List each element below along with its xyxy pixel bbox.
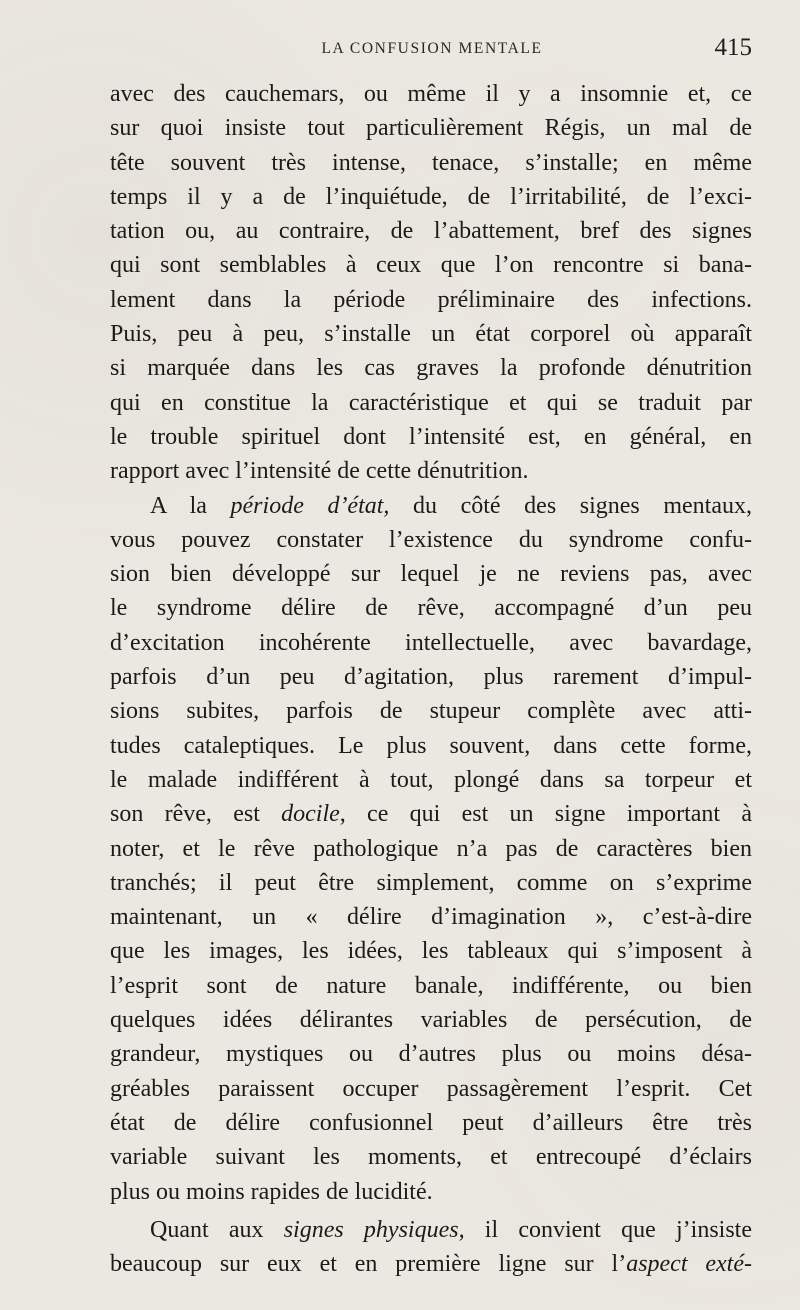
text-line: tudes cataleptiques. Le plus souvent, dans cette forme, <box>110 732 752 759</box>
text-line: d’excitation incohérente intellectuelle, avec bavardage, <box>110 629 752 656</box>
text-line: lement dans la période préliminaire des infections. <box>110 286 752 313</box>
text-run: Quant aux <box>150 1216 284 1243</box>
text-run: A la <box>150 492 231 519</box>
text-run: du côté des signes mentaux, <box>389 492 753 519</box>
text-line: qui en constitue la caractéristique et qui se traduit par <box>110 389 752 416</box>
text-line: quelques idées délirantes variables de persécution, de <box>110 1007 752 1034</box>
text-run: , ce qui est un signe important à <box>339 801 753 828</box>
italic-text-run: signes physiques, <box>283 1216 465 1243</box>
italic-text-run: aspect exté- <box>626 1251 752 1278</box>
text-line: variable suivant les moments, et entrecoupé d’éclairs <box>110 1144 752 1171</box>
text-run: son rêve, est <box>110 801 282 828</box>
text-line: parfois d’un peu d’agitation, plus rarement d’impul- <box>110 664 752 691</box>
text-line: tranchés; il peut être simplement, comme on s’exprime <box>110 869 752 896</box>
text-line: plus ou moins rapides de lucidité. <box>110 1178 433 1205</box>
text-line: rapport avec l’intensité de cette dénutrition. <box>110 458 529 485</box>
running-title: LA CONFUSION MENTALE <box>321 40 543 57</box>
text-line: gréables paraissent occuper passagèrement l’esprit. Cet <box>110 1075 752 1102</box>
text-line <box>110 797 752 831</box>
text-line: tation ou, au contraire, de l’abattement, bref des signes <box>110 218 752 245</box>
text-line: grandeur, mystiques ou d’autres plus ou moins désa- <box>110 1041 752 1068</box>
text-line: tête souvent très intense, tenace, s’installe; en même <box>110 149 752 176</box>
text-line: le trouble spirituel dont l’intensité est, en général, en <box>110 423 752 450</box>
italic-text-run: période d’état, <box>230 492 390 519</box>
text-line: noter, et le rêve pathologique n’a pas de caractères bien <box>110 835 752 862</box>
text-line: le malade indifférent à tout, plongé dans sa torpeur et <box>110 766 752 793</box>
text-line: avec des cauchemars, ou même il y a insomnie et, ce <box>110 81 752 107</box>
text-line: le syndrome délire de rêve, accompagné d’un peu <box>110 595 752 622</box>
text-run: beaucoup sur eux et en première ligne sur l’ <box>110 1251 627 1278</box>
text-line: que les images, les idées, les tableaux qui s’imposent à <box>110 938 752 965</box>
running-head <box>112 34 752 66</box>
text-line: sions subites, parfois de stupeur complète avec atti- <box>110 698 752 725</box>
text-line: qui sont semblables à ceux que l’on rencontre si bana- <box>110 252 752 279</box>
text-line: si marquée dans les cas graves la profonde dénutrition <box>110 355 752 382</box>
text-line: temps il y a de l’inquiétude, de l’irritabilité, de l’exci- <box>110 183 752 210</box>
page-number: 415 <box>714 34 752 61</box>
page-body <box>110 77 752 1281</box>
text-line: vous pouvez constater l’existence du syndrome confu- <box>110 526 752 553</box>
text-line <box>110 489 752 523</box>
text-line <box>110 1247 752 1281</box>
text-line <box>110 1213 752 1247</box>
text-line: maintenant, un « délire d’imagination », c’est-à-dire <box>110 904 752 931</box>
text-line: l’esprit sont de nature banale, indifférente, ou bien <box>110 972 752 999</box>
italic-text-run: docile <box>281 801 340 828</box>
text-line: sur quoi insiste tout particulièrement Régis, un mal de <box>110 115 752 142</box>
text-line: sion bien développé sur lequel je ne reviens pas, avec <box>110 561 752 588</box>
text-line: état de délire confusionnel peut d’ailleurs être très <box>110 1109 752 1136</box>
text-line: Puis, peu à peu, s’installe un état corporel où apparaît <box>110 321 752 348</box>
text-run: il convient que j’insiste <box>464 1216 753 1243</box>
